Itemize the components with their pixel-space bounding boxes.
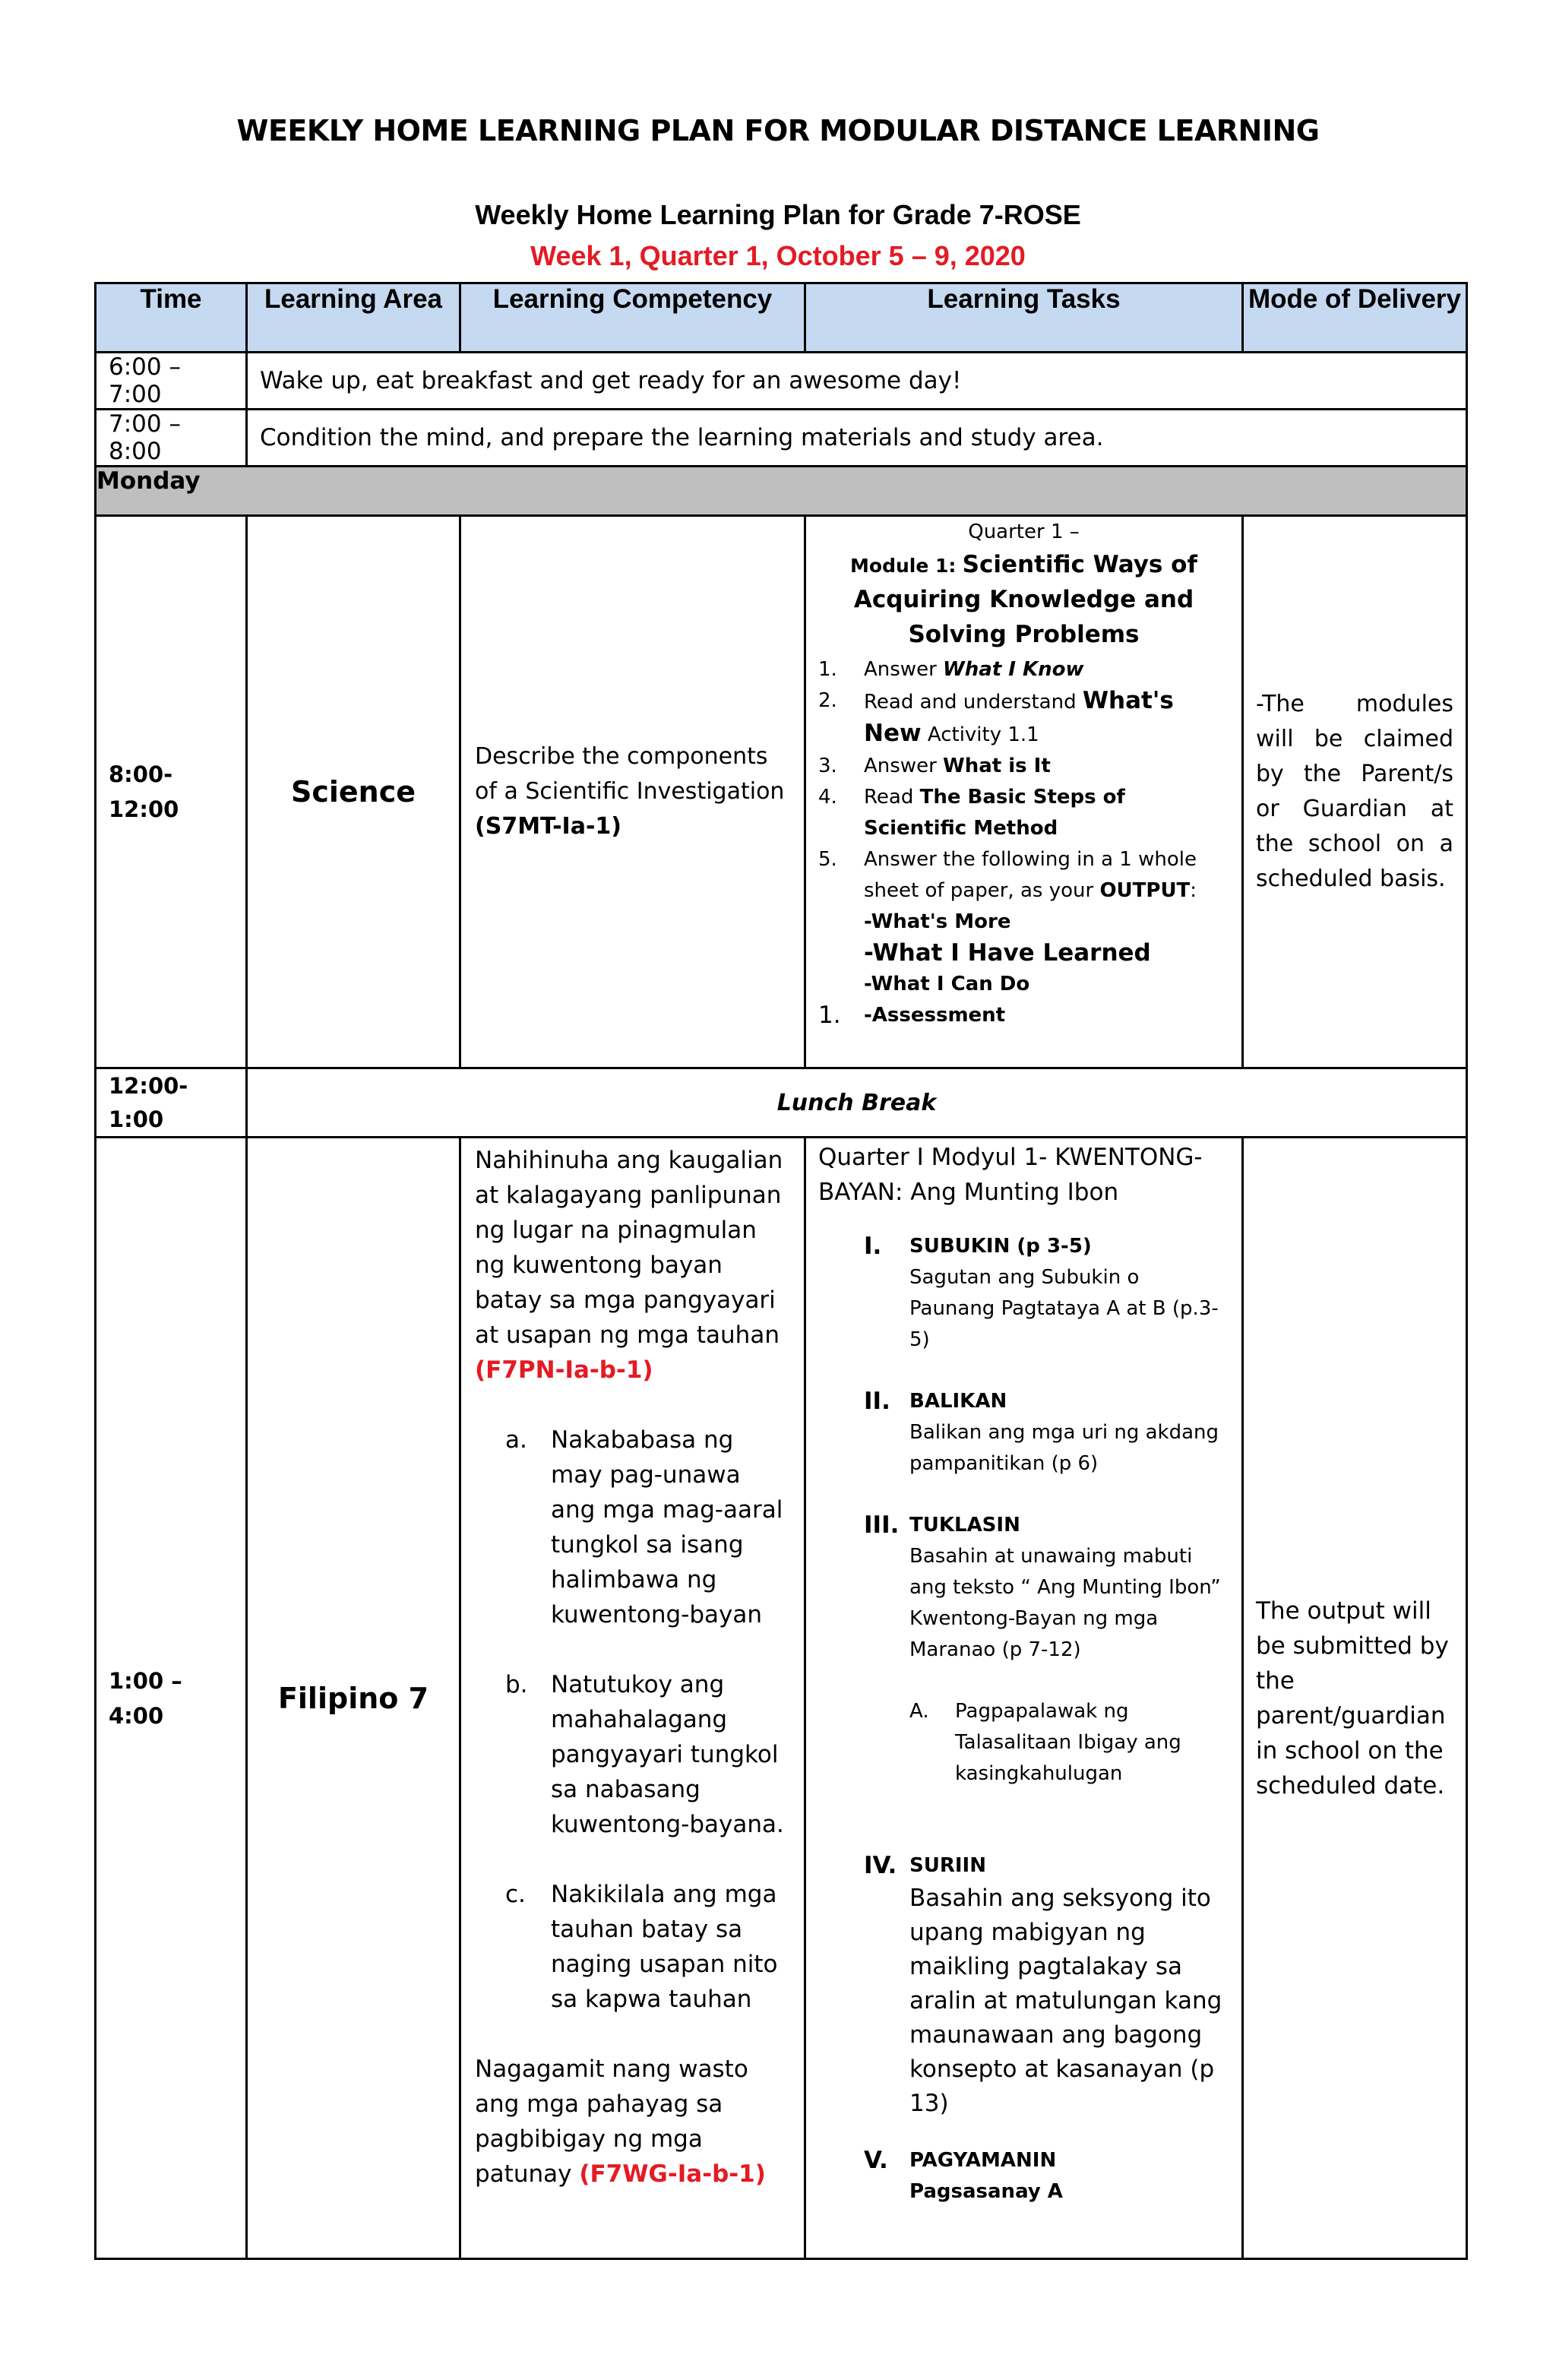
task-number: 5.	[818, 848, 837, 871]
competency-code: (S7MT-Ia-1)	[475, 813, 621, 840]
task-emphasis: What is It	[943, 755, 1051, 777]
task-text: Answer	[864, 658, 937, 681]
section-number: I.	[864, 1233, 882, 1260]
sub-competency	[475, 1877, 790, 2017]
task-number: 1.	[818, 658, 837, 681]
quarter-label: Quarter 1 –	[968, 521, 1080, 543]
science-tasks	[805, 516, 1243, 1068]
output-item: -Assessment	[864, 1004, 1006, 1027]
task-item	[818, 1000, 1229, 1031]
science-area: Science	[247, 516, 460, 1068]
task-section	[818, 1231, 1229, 1356]
task-section	[818, 1386, 1229, 1480]
sub-competency	[475, 1667, 790, 1842]
task-number: 3.	[818, 755, 837, 777]
module-heading	[818, 548, 1229, 653]
task-section	[818, 2145, 1229, 2208]
section-number: IV.	[864, 1852, 897, 1879]
section-body: Basahin at unawaing mabuti ang teksto “ Ang Munting Ibon” Kwentong-Bayan ng mga Maranao (p 7-12)	[909, 1545, 1221, 1661]
filipino-row	[96, 1138, 1467, 2259]
task-section	[818, 1850, 1229, 2121]
section-body: Pagsasanay A	[909, 2180, 1063, 2203]
filipino-competency	[460, 1138, 805, 2259]
output-item: -What I Can Do	[864, 973, 1030, 995]
filipino-time: 1:00 – 4:00	[96, 1138, 247, 2259]
day-label: Monday	[96, 467, 1467, 516]
task-suffix: Activity 1.1	[927, 723, 1039, 746]
subsection-text: Pagpapalawak ng Talasalitaan Ibigay ang kasingkahulugan	[955, 1700, 1181, 1785]
task-number: 2.	[818, 689, 837, 712]
sub-letter: a.	[505, 1426, 527, 1454]
filipino-area: Filipino 7	[247, 1138, 460, 2259]
competency-text: Nahihinuha ang kaugalian at kalagayang panlipunan ng lugar na pinagmulan ng kuwentong bayan batay sa mga pangyayari at usapan ng mga tauhan	[475, 1147, 783, 1349]
sub-competency	[475, 1423, 790, 1632]
task-emphasis: The Basic Steps of Scientific Method	[864, 786, 1125, 840]
section-body: Basahin ang seksyong ito upang mabigyan ng maikling pagtalakay sa aralin at matulungan kang maunawaan ang bagong konsepto at kasanayan (p 13)	[909, 1885, 1222, 2117]
output-item: -What I Have Learned	[864, 939, 1151, 967]
module-label: Module 1:	[850, 555, 957, 577]
task-text: Answer	[864, 755, 937, 777]
section-heading: TUKLASIN	[909, 1514, 1020, 1537]
competency-text: Nagagamit nang wasto ang mga pahayag sa pagbibigay ng mga patunay	[475, 2056, 748, 2188]
task-suffix: :	[1190, 879, 1197, 902]
section-body: Balikan ang mga uri ng akdang pampanitikan (p 6)	[909, 1421, 1219, 1475]
task-item	[818, 685, 1229, 751]
header-row	[96, 283, 1467, 353]
sub-text: Natutukoy ang mahahalagang pangyayari tungkol sa nabasang kuwentong-bayana.	[551, 1671, 784, 1838]
week-line: Week 1, Quarter 1, October 5 – 9, 2020	[530, 240, 1026, 271]
task-emphasis: OUTPUT	[1099, 879, 1191, 902]
routine-time: 7:00 – 8:00	[96, 410, 247, 467]
competency-code: (F7PN-Ia-b-1)	[475, 1356, 653, 1384]
task-emphasis: What's New	[864, 687, 1174, 747]
header-time: Time	[96, 283, 247, 353]
science-mode: -The modules will be claimed by the Parent/s or Guardian at the school on a scheduled basis.	[1243, 516, 1467, 1068]
plan-subtitle: Weekly Home Learning Plan for Grade 7-ROSE	[475, 199, 1081, 230]
task-number: 1.	[818, 1002, 841, 1029]
sub-text: Nakikilala ang mga tauhan batay sa naging usapan nito sa kapwa tauhan	[551, 1881, 778, 2013]
science-row	[96, 516, 1467, 1068]
sub-letter: b.	[505, 1671, 528, 1698]
task-number: 4.	[818, 786, 837, 809]
section-heading: PAGYAMANIN	[909, 2149, 1057, 2172]
filipino-tasks	[805, 1138, 1243, 2259]
routine-text: Condition the mind, and prepare the learning materials and study area.	[247, 410, 1467, 467]
section-heading: SURIIN	[909, 1854, 986, 1877]
routine-time: 6:00 – 7:00	[96, 353, 247, 410]
task-item	[818, 654, 1229, 685]
filipino-mode: The output will be submitted by the parent/guardian in school on the scheduled date.	[1243, 1138, 1467, 2259]
task-text: Read	[864, 786, 914, 809]
competency-text: Describe the components of a Scientific Investigation	[475, 743, 785, 805]
task-item	[818, 751, 1229, 782]
section-heading: BALIKAN	[909, 1390, 1007, 1413]
routine-text: Wake up, eat breakfast and get ready for an awesome day!	[247, 353, 1467, 410]
section-heading: SUBUKIN (p 3-5)	[909, 1235, 1092, 1258]
lunch-time: 12:00-1:00	[96, 1068, 247, 1138]
routine-row	[96, 353, 1467, 410]
science-competency	[460, 516, 805, 1068]
routine-row	[96, 410, 1467, 467]
task-item	[818, 782, 1229, 844]
lunch-label: Lunch Break	[247, 1068, 1467, 1138]
header-mode-of-delivery: Mode of Delivery	[1243, 283, 1467, 353]
lunch-row	[96, 1068, 1467, 1138]
competency-code: (F7WG-Ia-b-1)	[579, 2160, 766, 2188]
task-item	[818, 844, 1229, 907]
science-time: 8:00-12:00	[96, 516, 247, 1068]
header-learning-tasks: Learning Tasks	[805, 283, 1243, 353]
learning-plan-table	[94, 282, 1468, 2260]
section-number: III.	[864, 1511, 900, 1539]
task-section	[818, 1510, 1229, 1666]
day-row	[96, 467, 1467, 516]
header-learning-area: Learning Area	[247, 283, 460, 353]
competency-outro	[475, 2052, 790, 2192]
task-emphasis: What I Know	[943, 658, 1084, 681]
module-title: Scientific Ways of Acquiring Knowledge and Solving Problems	[853, 551, 1197, 648]
sub-letter: c.	[505, 1881, 526, 1908]
task-text: Answer the following in a 1 whole sheet of paper, as your	[864, 848, 1197, 902]
section-number: II.	[864, 1388, 890, 1415]
task-text: Read and understand	[864, 691, 1077, 714]
output-item: -What's More	[864, 910, 1011, 933]
sub-text: Nakababasa ng may pag-unawa ang mga mag-aaral tungkol sa isang halimbawa ng kuwentong-bayan	[551, 1426, 783, 1628]
header-learning-competency: Learning Competency	[460, 283, 805, 353]
section-number: V.	[864, 2147, 888, 2174]
subsection-letter: A.	[909, 1700, 929, 1723]
task-subsection	[818, 1696, 1229, 1790]
document-title: WEEKLY HOME LEARNING PLAN FOR MODULAR DISTANCE LEARNING	[236, 114, 1320, 147]
section-body: Sagutan ang Subukin o Paunang Pagtataya A at B (p.3-5)	[909, 1266, 1219, 1351]
module-heading: Quarter I Modyul 1- KWENTONG-BAYAN: Ang Munting Ibon	[818, 1144, 1203, 1206]
